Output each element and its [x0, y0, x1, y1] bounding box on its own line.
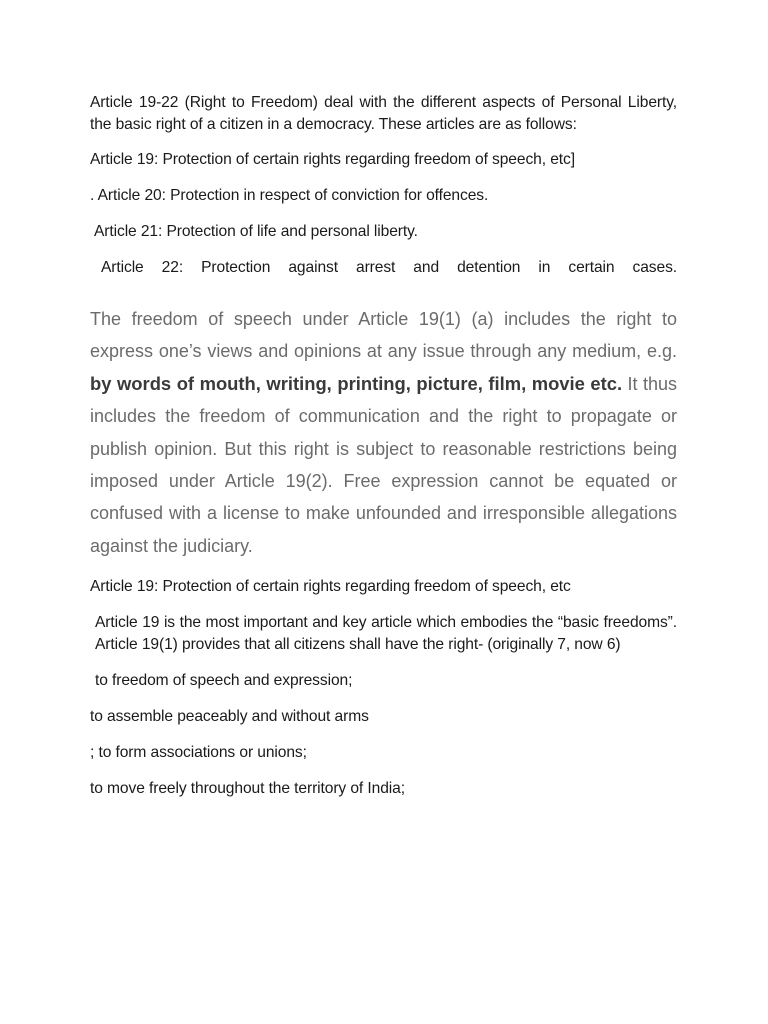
speech-paragraph-part2: It thus includes the freedom of communication and the right to propagate or publish opinion. But this right is subject to reasonable restrictions being imposed under Article 19(2). Free expression cannot be equated or confused with a license to make unfounded and irresponsible allegations against the judiciary. [90, 373, 677, 556]
right-item: to freedom of speech and expression; [95, 672, 353, 690]
right-item: to assemble peaceably and without arms [90, 708, 369, 726]
speech-paragraph-part1: The freedom of speech under Article 19(1) (a) includes the right to express one’s views and opinions at any issue through any medium, e.g. [90, 309, 677, 362]
intro-paragraph: Article 19-22 (Right to Freedom) deal with the different aspects of Personal Liberty, the basic right of a citizen in a democracy. These articles are as follows: [90, 94, 677, 133]
article-20-item: . Article 20: Protection in respect of conviction for offences. [90, 187, 489, 204]
article-22-item: Article 22: Protection against arrest and detention in certain cases. [101, 259, 677, 276]
speech-paragraph [90, 303, 677, 562]
article-19-description: Article 19 is the most important and key article which embodies the “basic freedoms”. Article 19(1) provides that all citizens shall have the right- (originally 7, now 6) [95, 614, 677, 654]
document-body [90, 92, 677, 800]
right-item: to move freely throughout the territory of India; [90, 780, 405, 798]
speech-paragraph-emphasis: by words of mouth, writing, printing, picture, film, movie etc. [90, 372, 623, 394]
right-item: ; to form associations or unions; [90, 744, 307, 762]
article-19-item: Article 19: Protection of certain rights regarding freedom of speech, etc] [90, 151, 575, 168]
article-19-heading: Article 19: Protection of certain rights regarding freedom of speech, etc [90, 578, 571, 596]
article-21-item: Article 21: Protection of life and personal liberty. [94, 223, 418, 240]
